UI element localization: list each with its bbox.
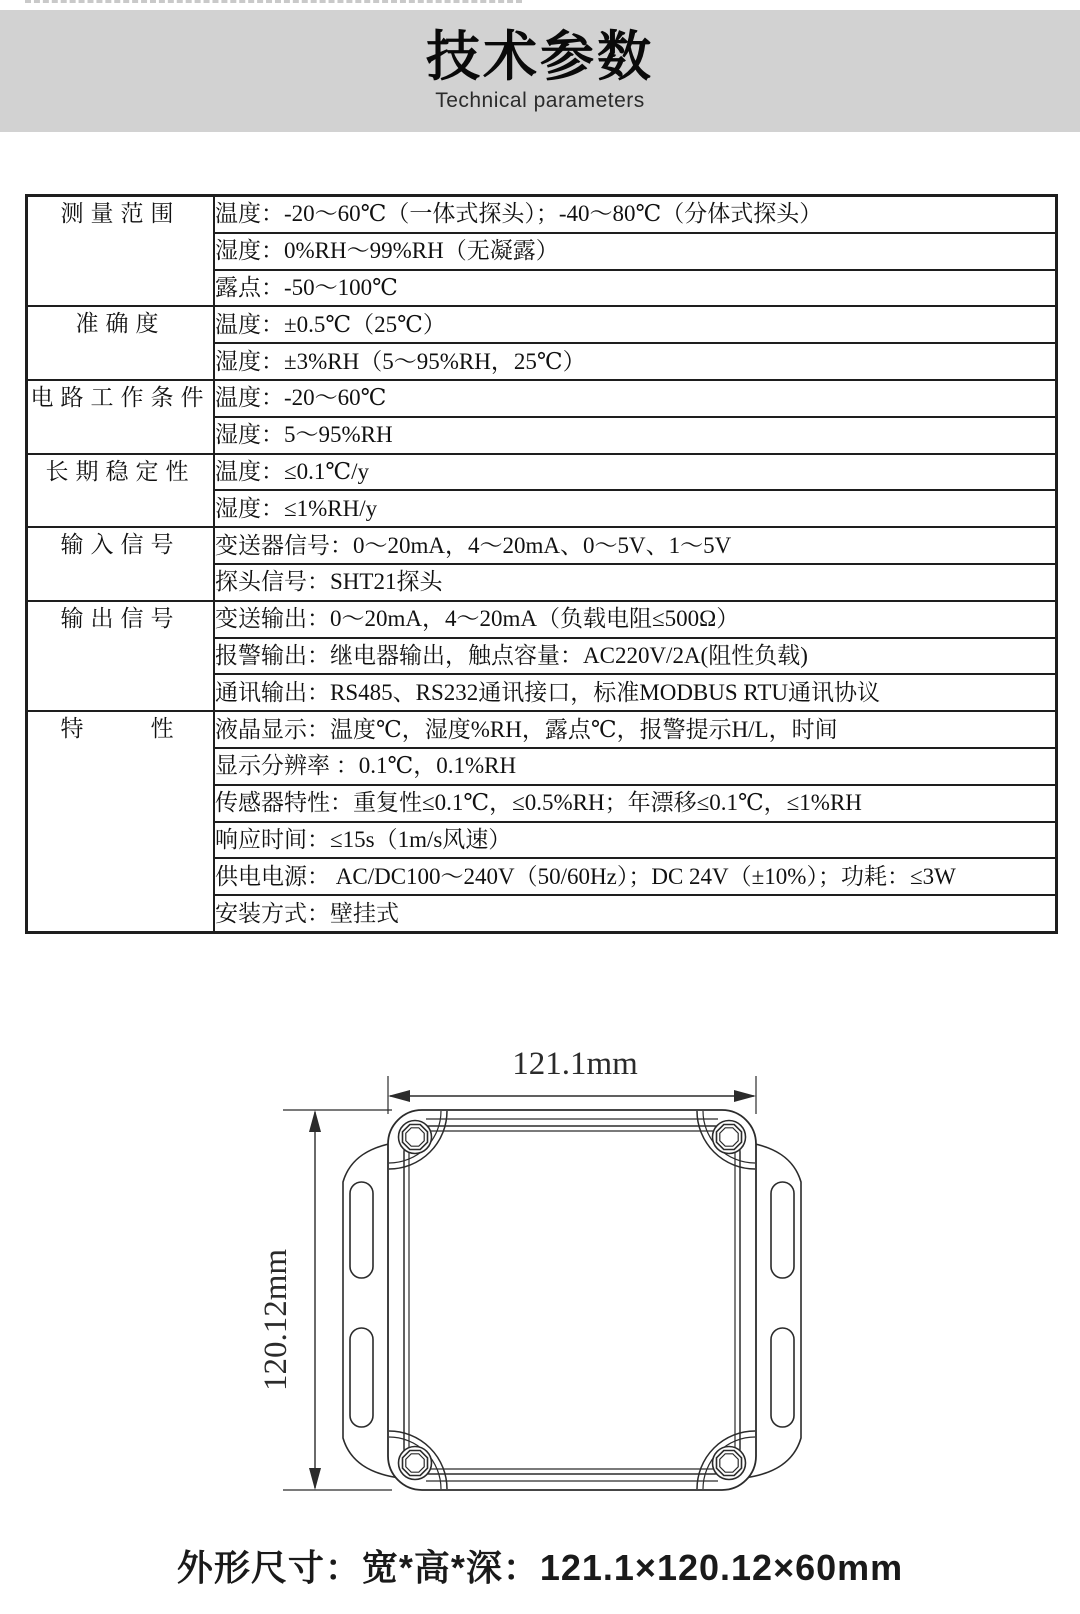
spec-cell: 温度：≤0.1℃/y: [214, 454, 1057, 491]
spec-cell: 变送器信号：0～20mA，4～20mA、0～5V、1～5V: [214, 527, 1057, 564]
table-row: [27, 454, 1057, 491]
category-cell: 特 性: [27, 711, 215, 932]
height-dimension-label: 120.12mm: [258, 1248, 294, 1392]
spec-table-wrap: [25, 194, 1058, 934]
dimension-arrow-up: [309, 1110, 321, 1132]
right-slot-bottom: [771, 1328, 794, 1427]
spec-cell: 湿度：±3%RH（5～95%RH，25℃）: [214, 343, 1057, 380]
page-subtitle: Technical parameters: [435, 88, 645, 112]
spec-cell: 湿度：0%RH～99%RH（无凝露）: [214, 233, 1057, 270]
dimension-drawing: [250, 1030, 820, 1510]
width-dimension-label: 121.1mm: [512, 1046, 638, 1082]
table-row: [27, 380, 1057, 417]
page-title: 技术参数: [426, 27, 654, 88]
spec-cell: 报警输出：继电器输出，触点容量：AC220V/2A(阻性负载): [214, 638, 1057, 675]
table-row: [27, 527, 1057, 564]
dimension-arrow-left: [388, 1090, 410, 1102]
spec-cell: 通讯输出：RS485、RS232通讯接口，标准MODBUS RTU通讯协议: [214, 674, 1057, 711]
spec-table: [25, 194, 1058, 934]
dimension-arrow-down: [309, 1468, 321, 1490]
spec-cell: 显示分辨率 ：0.1℃，0.1%RH: [214, 748, 1057, 785]
spec-table-body: [27, 196, 1057, 933]
category-cell: 电路工作条件: [27, 380, 215, 454]
dimension-arrow-right: [734, 1090, 756, 1102]
top-dashed-divider: [25, 0, 522, 3]
right-slot-top: [771, 1182, 794, 1278]
left-slot-top: [350, 1182, 373, 1278]
table-row: [27, 196, 1057, 233]
spec-cell: 安装方式：壁挂式: [214, 895, 1057, 932]
table-row: [27, 601, 1057, 638]
spec-cell: 变送输出：0～20mA，4～20mA（负载电阻≤500Ω）: [214, 601, 1057, 638]
category-cell: 测量范围: [27, 196, 215, 307]
spec-cell: 湿度：5～95%RH: [214, 417, 1057, 454]
left-slot-bottom: [350, 1328, 373, 1427]
spec-cell: 温度：-20～60℃: [214, 380, 1057, 417]
table-row: [27, 711, 1057, 748]
spec-cell: 探头信号：SHT21探头: [214, 564, 1057, 601]
header-banner: [0, 10, 1080, 132]
spec-cell: 露点：-50～100℃: [214, 270, 1057, 307]
spec-cell: 供电电源： AC/DC100～240V（50/60Hz）；DC 24V（±10%）；功耗：≤3W: [214, 858, 1057, 895]
enclosure-body: [388, 1110, 756, 1490]
spec-cell: 温度：-20～60℃（一体式探头）；-40～80℃（分体式探头）: [214, 196, 1057, 233]
category-cell: 准确度: [27, 306, 215, 380]
spec-cell: 湿度：≤1%RH/y: [214, 490, 1057, 527]
category-cell: 输入信号: [27, 527, 215, 601]
spec-cell: 响应时间：≤15s（1m/s风速）: [214, 822, 1057, 859]
category-cell: 长期稳定性: [27, 454, 215, 528]
overall-dimensions-text: 外形尺寸：宽*高*深：121.1×120.12×60mm: [176, 1547, 904, 1588]
spec-cell: 温度：±0.5℃（25℃）: [214, 306, 1057, 343]
table-row: [27, 306, 1057, 343]
spec-cell: 传感器特性：重复性≤0.1℃，≤0.5%RH；年漂移≤0.1℃，≤1%RH: [214, 785, 1057, 822]
spec-cell: 液晶显示：温度℃，湿度%RH，露点℃，报警提示H/L，时间: [214, 711, 1057, 748]
category-cell: 输出信号: [27, 601, 215, 711]
